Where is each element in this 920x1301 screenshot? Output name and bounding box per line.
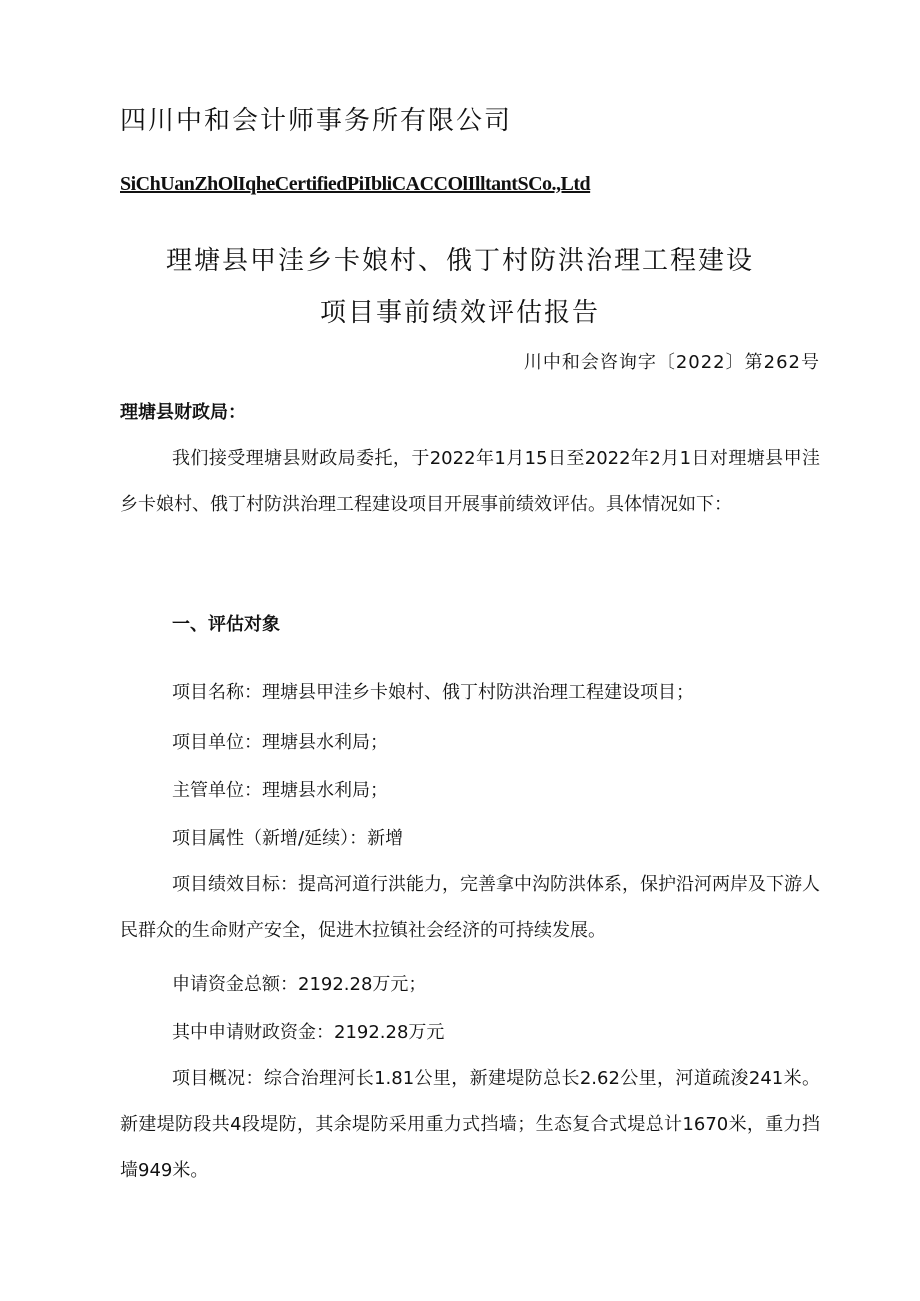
performance-goal-paragraph: 项目绩效目标：提高河道行洪能力，完善拿中沟防洪体系，保护沿河两岸及下游人民群众的生命财产安全，促进木拉镇社会经济的可持续发展。 xyxy=(120,874,820,941)
report-title-line2: 项目事前绩效评估报告 xyxy=(319,298,600,328)
managing-unit-line: 主管单位：理塘县水利局； xyxy=(172,780,388,801)
project-unit-line: 项目单位：理塘县水利局； xyxy=(172,732,388,753)
addressee: 理塘县财政局： xyxy=(120,402,246,423)
report-title-line1: 理塘县甲洼乡卡娘村、俄丁村防洪治理工程建设 xyxy=(165,246,754,276)
company-name-cn: 四川中和会计师事务所有限公司 xyxy=(120,106,513,136)
fiscal-funds-line: 其中申请财政资金：2192.28万元 xyxy=(172,1022,445,1043)
total-funds-line: 申请资金总额：2192.28万元； xyxy=(172,974,427,995)
project-attribute-line: 项目属性（新增/延续）：新增 xyxy=(172,828,404,849)
section-heading-evaluation-object: 一、评估对象 xyxy=(172,614,280,635)
intro-paragraph: 我们接受理塘县财政局委托，于2022年1月15日至2022年2月1日对理塘县甲洼乡卡娘村、俄丁村防洪治理工程建设项目开展事前绩效评估。具体情况如下： xyxy=(120,448,820,515)
project-overview-paragraph: 项目概况：综合治理河长1.81公里，新建堤防总长2.62公里，河道疏浚241米。新建堤防段共4段堤防，其余堤防采用重力式挡墙；生态复合式堤总计1670米，重力挡墙949米。 xyxy=(120,1068,820,1181)
company-name-en: SiChUanZhOlIqheCertifiedPiIbliCACCOlIlltantSCo.,Ltd xyxy=(120,173,591,195)
document-number: 川中和会咨询字〔2022〕第262号 xyxy=(523,352,820,373)
project-name-line: 项目名称：理塘县甲洼乡卡娘村、俄丁村防洪治理工程建设项目； xyxy=(172,682,694,703)
